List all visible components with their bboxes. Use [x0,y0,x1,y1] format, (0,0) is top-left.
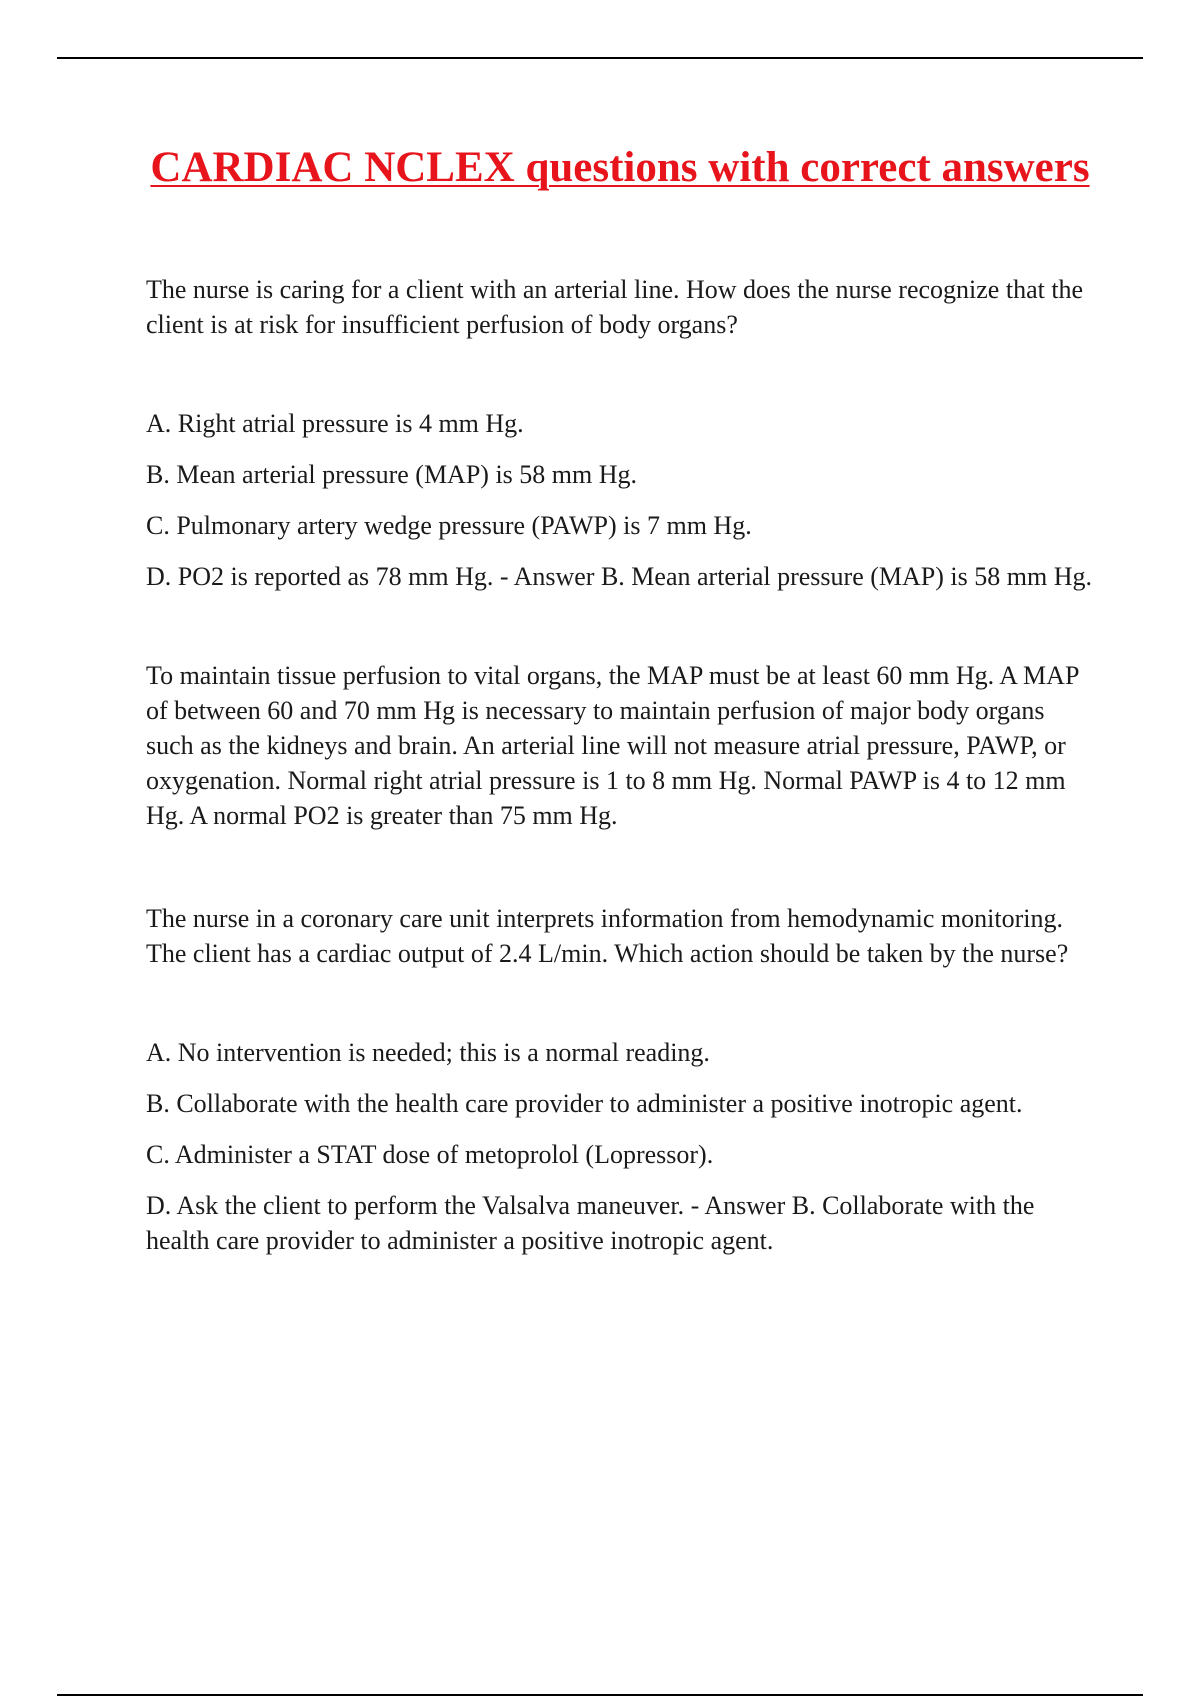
question-1-stem: The nurse is caring for a client with an arterial line. How does the nurse recognize that the client is at risk for insufficient perfusion of body organs? [146,275,1084,339]
bottom-rule [57,1694,1143,1696]
question-1-option-a: A. Right atrial pressure is 4 mm Hg. [146,409,524,438]
document-body [146,272,1096,1258]
question-1-option-c: C. Pulmonary artery wedge pressure (PAWP) is 7 mm Hg. [146,511,752,540]
question-2-option-d-answer: D. Ask the client to perform the Valsalva maneuver. - Answer B. Collaborate with the health care provider to administer a positive inotropic agent. [146,1191,1035,1255]
document-title: CARDIAC NCLEX questions with correct answers [150,144,1090,191]
question-2-option-b: B. Collaborate with the health care provider to administer a positive inotropic agent. [146,1089,1023,1118]
question-1-option-b: B. Mean arterial pressure (MAP) is 58 mm Hg. [146,460,638,489]
question-2-option-a: A. No intervention is needed; this is a normal reading. [146,1038,710,1067]
top-rule [57,57,1143,59]
question-2-option-c: C. Administer a STAT dose of metoprolol (Lopressor). [146,1140,714,1169]
question-1-rationale: To maintain tissue perfusion to vital organs, the MAP must be at least 60 mm Hg. A MAP of between 60 and 70 mm Hg is necessary to maintain perfusion of major body organs such as the kidneys and brain. An arterial line will not measure atrial pressure, PAWP, or oxygenation. Normal right atrial pressure is 1 to 8 mm Hg. Normal PAWP is 4 to 12 mm Hg. A normal PO2 is greater than 75 mm Hg. [146,661,1079,830]
question-2-stem: The nurse in a coronary care unit interprets information from hemodynamic monitoring. The client has a cardiac output of 2.4 L/min. Which action should be taken by the nurse? [146,904,1069,968]
question-1-option-d-answer: D. PO2 is reported as 78 mm Hg. - Answer B. Mean arterial pressure (MAP) is 58 mm Hg. [146,562,1092,591]
